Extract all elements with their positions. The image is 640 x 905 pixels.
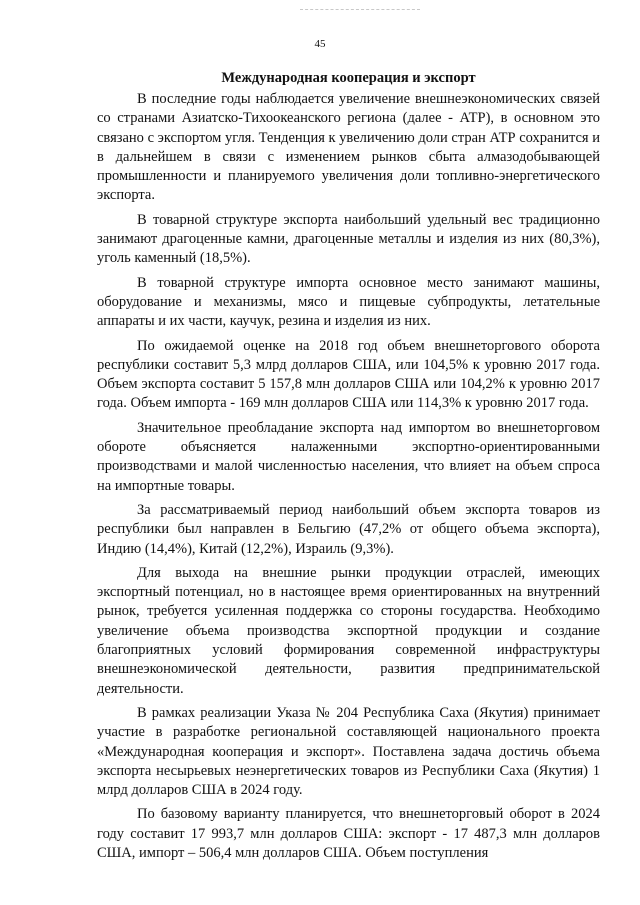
paragraph-6: За рассматриваемый период наибольший объем экспорта товаров из республики был направлен в Бельгию (47,2% от общего объема экспорта), Индию (14,4%), Китай (12,2%), Израиль (9,3%). xyxy=(97,501,600,557)
document-body xyxy=(97,68,600,863)
paragraph-3: В товарной структуре импорта основное место занимают машины, оборудование и механизмы, мясо и пищевые субпродукты, летательные аппараты и их части, каучук, резина и изделия из них. xyxy=(97,274,600,330)
section-heading: Международная кооперация и экспорт xyxy=(221,70,476,86)
paragraph-8: В рамках реализации Указа № 204 Республика Саха (Якутия) принимает участие в разработке региональной составляющей национального проекта «Международная кооперация и экспорт». Поставлена задача достичь объема экспорта несырьевых неэнергетических товаров из Республики Саха (Якутия) 1 млрд долларов США в 2024 году. xyxy=(97,704,600,799)
paragraph-5: Значительное преобладание экспорта над импортом во внешнеторговом обороте объясняется налаженными экспортно-ориентированными производствами и малой численностью населения, что влияет на объем спроса на импортные товары. xyxy=(97,419,600,494)
page-number: 45 xyxy=(314,38,326,50)
paragraph-4: По ожидаемой оценке на 2018 год объем внешнеторгового оборота республики составит 5,3 млрд долларов США, или 104,5% к уровню 2017 года. Объем экспорта составит 5 157,8 млн долларов США или 104,2% к уровню 2017 года. Объем импорта - 169 млн долларов США или 114,3% к уровню 2017 года. xyxy=(97,337,600,412)
scan-artifact xyxy=(300,9,420,13)
paragraph-9: По базовому варианту планируется, что внешнеторговый оборот в 2024 году составит 17 993,7 млн долларов США: экспорт - 17 487,3 млн долларов США, импорт – 506,4 млн долларов США. Объем поступления xyxy=(97,806,600,861)
paragraph-7: Для выхода на внешние рынки продукции отраслей, имеющих экспортный потенциал, но в настоящее время ориентированных на внутренний рынок, требуется усиленная поддержка со стороны государства. Необходимо увеличение объема производства экспортной продукции и создание благоприятных условий формирования современной инфраструктуры внешнеэкономической деятельности, развития предпринимательской деятельности. xyxy=(97,564,600,697)
paragraph-1: В последние годы наблюдается увеличение внешнеэкономических связей со странами Азиатско-Тихоокеанского региона (далее - АТР), в основном это связано с экспортом угля. Тенденция к увеличению доли стран АТР сохранится и в дальнейшем в связи с изменением рынков сбыта алмазодобывающей промышленности и планируемого увеличения доли топливно-энергетического экспорта. xyxy=(97,91,600,204)
paragraph-2: В товарной структуре экспорта наибольший удельный вес традиционно занимают драгоценные камни, драгоценные металлы и изделия из них (80,3%), уголь каменный (18,5%). xyxy=(97,211,600,267)
